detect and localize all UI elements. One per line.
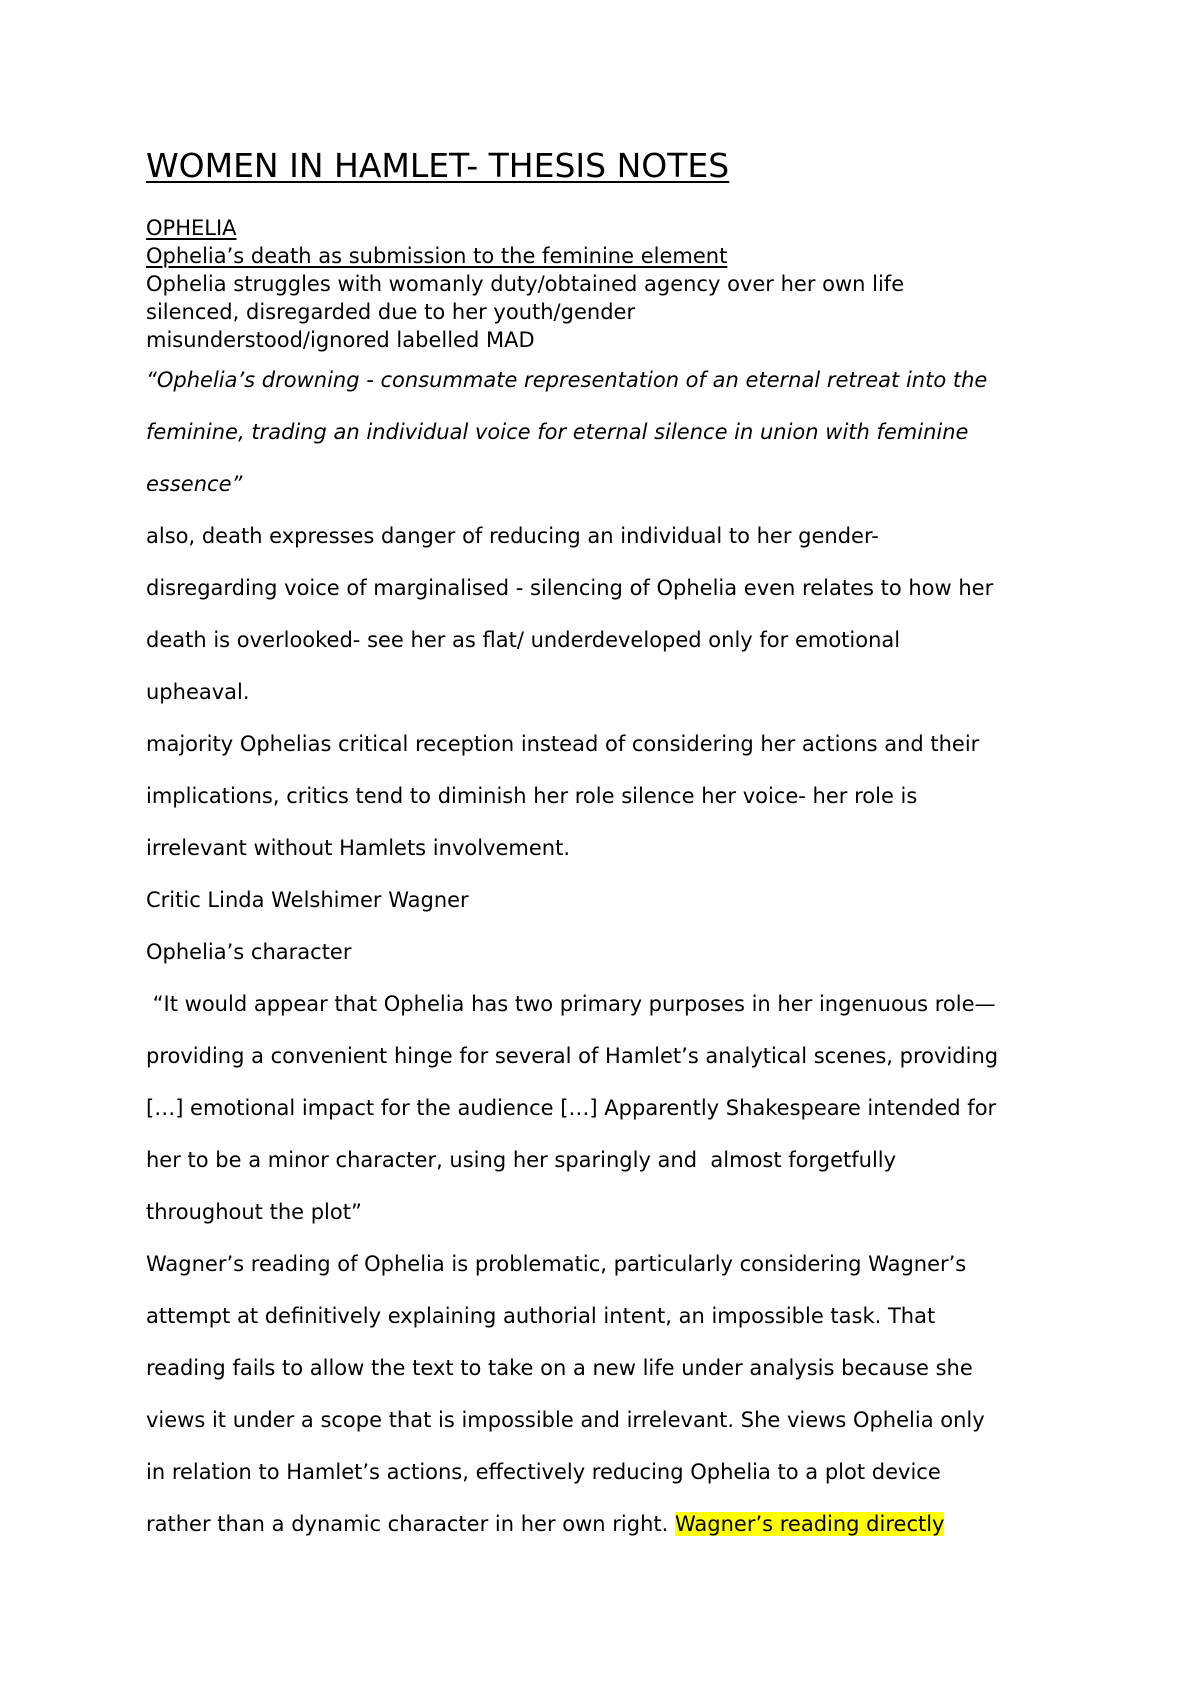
- body-line: disregarding voice of marginalised - silencing of Ophelia even relates to how her: [146, 576, 994, 600]
- body-line: Critic Linda Welshimer Wagner: [146, 888, 469, 912]
- body-line: views it under a scope that is impossible and irrelevant. She views Ophelia only: [146, 1408, 985, 1432]
- body-line: attempt at definitively explaining authorial intent, an impossible task. That: [146, 1304, 936, 1328]
- body-line: […] emotional impact for the audience […] Apparently Shakespeare intended for: [146, 1096, 997, 1120]
- body-text: [146, 354, 998, 1550]
- body-line: throughout the plot”: [146, 1200, 362, 1224]
- body-line: her to be a minor character, using her sparingly and almost forgetfully: [146, 1148, 897, 1172]
- last-line-text: rather than a dynamic character in her own right.: [146, 1512, 675, 1536]
- note-line: misunderstood/ignored labelled MAD: [146, 328, 535, 352]
- body-line: providing a convenient hinge for several of Hamlet’s analytical scenes, providing: [146, 1044, 999, 1068]
- body-line: irrelevant without Hamlets involvement.: [146, 836, 570, 860]
- body-line: majority Ophelias critical reception instead of considering her actions and their: [146, 732, 980, 756]
- body-line: upheaval.: [146, 680, 250, 704]
- document-title: WOMEN IN HAMLET- THESIS NOTES: [146, 146, 730, 185]
- body-line-last: [146, 1498, 998, 1550]
- body-line: also, death expresses danger of reducing an individual to her gender-: [146, 524, 879, 548]
- body-line: implications, critics tend to diminish her role silence her voice- her role is: [146, 784, 918, 808]
- section-heading: OPHELIA: [146, 216, 237, 240]
- body-line: “It would appear that Ophelia has two primary purposes in her ingenuous role—: [146, 992, 996, 1016]
- section-subheading: Ophelia’s death as submission to the feminine element: [146, 244, 728, 268]
- quote-line: essence”: [146, 472, 243, 496]
- heading-block: [146, 214, 904, 354]
- quote-line: “Ophelia’s drowning - consummate representation of an eternal retreat into the: [146, 368, 988, 392]
- quote-line: feminine, trading an individual voice for eternal silence in union with feminine: [146, 420, 969, 444]
- body-line: death is overlooked- see her as flat/ underdeveloped only for emotional: [146, 628, 901, 652]
- highlighted-text: Wagner’s reading directly: [674, 1512, 945, 1536]
- note-line: Ophelia struggles with womanly duty/obtained agency over her own life: [146, 272, 905, 296]
- body-line: in relation to Hamlet’s actions, effectively reducing Ophelia to a plot device: [146, 1460, 941, 1484]
- body-line: reading fails to allow the text to take on a new life under analysis because she: [146, 1356, 973, 1380]
- note-line: silenced, disregarded due to her youth/gender: [146, 300, 636, 324]
- body-line: Wagner’s reading of Ophelia is problematic, particularly considering Wagner’s: [146, 1252, 967, 1276]
- body-line: Ophelia’s character: [146, 940, 352, 964]
